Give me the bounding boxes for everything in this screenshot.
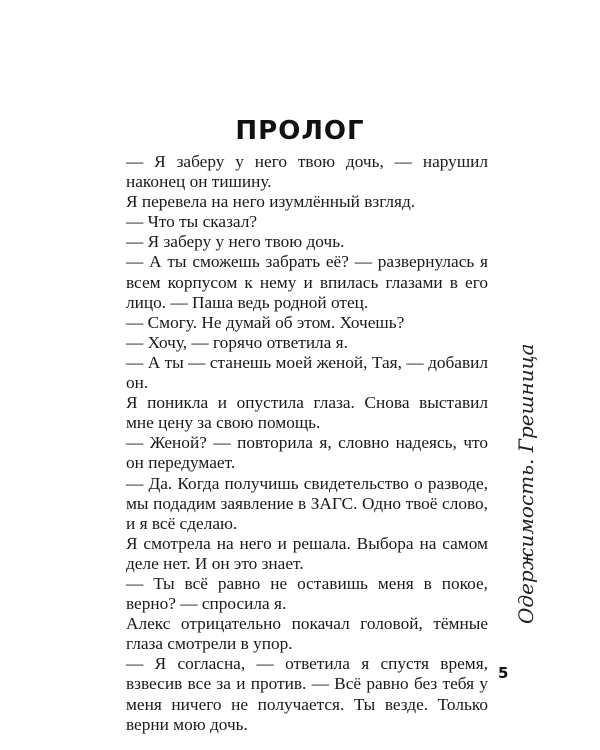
- paragraph: Алекс отрицательно покачал головой, тёмные глаза смотрели в упор.: [126, 614, 488, 654]
- paragraph: Я смотрела на него и решала. Выбора на самом деле нет. И он это знает.: [126, 533, 488, 573]
- paragraph: — Ты всё равно не оставишь меня в покое, верно? — спросила я.: [126, 573, 488, 614]
- paragraph: — Женой? — повторила я, словно надеясь, что он передумает.: [126, 433, 488, 473]
- paragraph: — Смогу. Не думай об этом. Хочешь?: [126, 312, 405, 332]
- chapter-body: [126, 152, 488, 735]
- paragraph: — А ты сможешь забрать её? — развернулась я всем корпусом к нему и впилась глазами в его лицо. — Паша ведь родной отец.: [126, 252, 488, 312]
- paragraph: — А ты — станешь моей женой, Тая, — добавил он.: [126, 352, 488, 393]
- paragraph: — Да. Когда получишь свидетельство о разводе, мы подадим заявление в ЗАГС. Одно твоё слово, и я всё сделаю.: [126, 473, 488, 533]
- paragraph: — Я заберу у него твою дочь.: [126, 232, 345, 252]
- paragraph: — Я заберу у него твою дочь, — нарушил наконец он тишину.: [126, 152, 488, 192]
- side-book-title: Одержимость. Грешница: [514, 343, 538, 624]
- paragraph: Я поникла и опустила глаза. Снова выставил мне цену за свою помощь.: [126, 393, 488, 433]
- page-number: 5: [498, 664, 509, 682]
- paragraph: — Я согласна, — ответила я спустя время, взвесив все за и против. — Всё равно без тебя у меня ничего не получается. Ты везде. Только верни мою дочь.: [126, 654, 488, 734]
- paragraph: Я перевела на него изумлённый взгляд.: [126, 192, 416, 212]
- paragraph: — Хочу, — горячо ответила я.: [126, 332, 348, 352]
- chapter-title: ПРОЛОГ: [235, 116, 365, 146]
- paragraph: — Что ты сказал?: [126, 212, 258, 232]
